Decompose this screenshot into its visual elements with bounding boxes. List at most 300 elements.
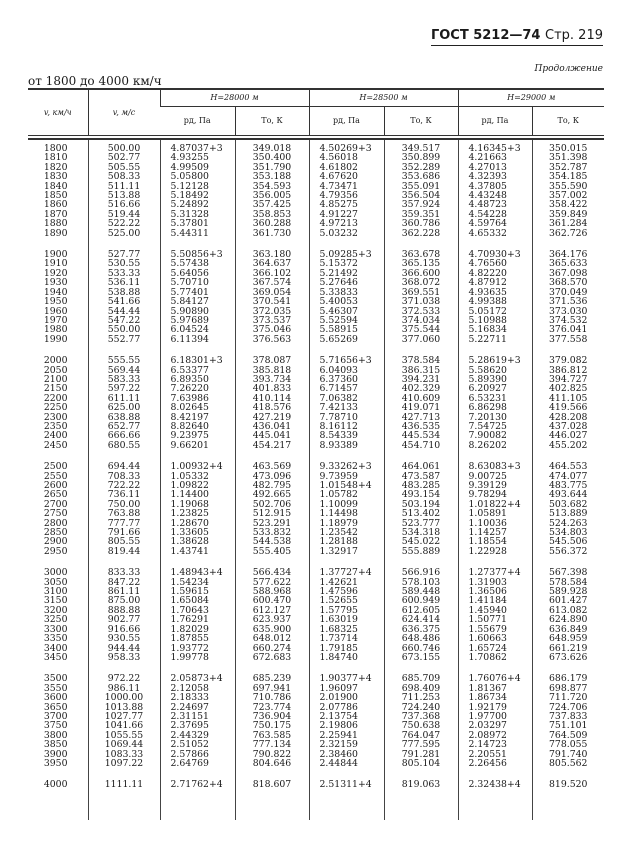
- pd-28000-cell: 2.24697: [160, 703, 235, 712]
- pd-28000-cell: 1.00932+4: [160, 462, 235, 471]
- speed-ms-cell: 569.44: [88, 366, 160, 375]
- speed-ms-cell: 583.33: [88, 375, 160, 384]
- t-28500-cell: 750.638: [384, 721, 458, 730]
- t-29000-cell: 455.202: [532, 441, 604, 450]
- speed-kmh-cell: 2450: [43, 439, 68, 451]
- t-28500-cell: 394.231: [384, 375, 458, 384]
- t-28500-cell: 436.535: [384, 422, 458, 431]
- pd-29000-cell: 4.65332: [458, 229, 532, 238]
- speed-kmh-cell: 2300: [43, 411, 68, 423]
- speed-kmh-cell: 2950: [43, 545, 68, 557]
- t-29000-cell: 359.849: [532, 210, 604, 219]
- pd-28500-cell: 4.97213: [309, 219, 384, 228]
- t-28000-cell: 463.569: [235, 462, 309, 471]
- t-28500-cell: 402.329: [384, 384, 458, 393]
- pd-28000-cell: 1.09822: [160, 481, 235, 490]
- pd-28500-cell: 5.71656+3: [309, 356, 384, 365]
- speed-ms-cell: 538.88: [88, 288, 160, 297]
- pd-28000-cell: 2.57866: [160, 750, 235, 759]
- t-28500-cell: 737.368: [384, 712, 458, 721]
- t-28500-cell: 566.916: [384, 568, 458, 577]
- pd-28000-cell: 1.76291: [160, 615, 235, 624]
- speed-kmh-cell: 2400: [43, 430, 68, 442]
- t-28000-cell: 566.434: [235, 568, 309, 577]
- t-28000-cell: 393.734: [235, 375, 309, 384]
- t-28500-cell: 555.889: [384, 547, 458, 556]
- pd-29000-cell: 2.08972: [458, 731, 532, 740]
- pd-29000-cell: 1.27377+4: [458, 568, 532, 577]
- t-29000-cell: 601.427: [532, 596, 604, 605]
- t-28500-cell: 819.063: [384, 780, 458, 789]
- t-28000-cell: 648.012: [235, 634, 309, 643]
- t-29000-cell: 386.812: [532, 366, 604, 375]
- pd-28500-cell: 1.79185: [309, 644, 384, 653]
- speed-kmh-cell: 1910: [43, 258, 68, 270]
- speed-ms-cell: 505.55: [88, 163, 160, 172]
- speed-ms-cell: 533.33: [88, 269, 160, 278]
- speed-kmh-cell: 1920: [43, 267, 68, 279]
- speed-ms-cell: 511.11: [88, 182, 160, 191]
- t-29000-cell: 524.263: [532, 519, 604, 528]
- altitude-header-28500: H=28500 м: [309, 89, 458, 107]
- speed-ms-cell: 736.11: [88, 490, 160, 499]
- t-29000-cell: 371.536: [532, 297, 604, 306]
- pd-28500-cell: 4.50269+3: [309, 139, 384, 153]
- speed-ms-cell: 638.88: [88, 413, 160, 422]
- pd-29000-cell: 4.21663: [458, 153, 532, 162]
- pd-28000-cell: 6.04524: [160, 325, 235, 334]
- pd-28000-cell: 2.64769: [160, 759, 235, 768]
- speed-ms-cell: 500.00: [88, 139, 160, 153]
- pd-29000-cell: 4.54228: [458, 210, 532, 219]
- t-28000-cell: 418.576: [235, 403, 309, 412]
- table-row: [28, 780, 604, 789]
- pd-28000-cell: 5.37801: [160, 219, 235, 228]
- speed-ms-cell: 750.00: [88, 500, 160, 509]
- speed-kmh-cell: 3550: [43, 682, 68, 694]
- pd-28000-cell: 5.90890: [160, 307, 235, 316]
- pd-29000-cell: 8.63083+3: [458, 462, 532, 471]
- t-29000-cell: 613.082: [532, 606, 604, 615]
- t-28000-cell: 544.538: [235, 537, 309, 546]
- speed-ms-cell: 847.22: [88, 578, 160, 587]
- table-tail: [28, 790, 604, 820]
- speed-ms-cell: 1000.00: [88, 693, 160, 702]
- speed-ms-cell: 1055.55: [88, 731, 160, 740]
- t-28000-cell: 357.425: [235, 200, 309, 209]
- pd-28000-cell: 5.12128: [160, 182, 235, 191]
- pd-28500-cell: 2.07786: [309, 703, 384, 712]
- pd-28500-cell: 5.33833: [309, 288, 384, 297]
- t-28500-cell: 589.448: [384, 587, 458, 596]
- col-header-pd: pд, Па: [458, 107, 532, 136]
- speed-ms-cell: 508.33: [88, 172, 160, 181]
- pd-28500-cell: 4.91227: [309, 210, 384, 219]
- t-28500-cell: 673.155: [384, 653, 458, 662]
- pd-28000-cell: 1.48943+4: [160, 568, 235, 577]
- speed-ms-cell: 888.88: [88, 606, 160, 615]
- pd-28000-cell: 1.14400: [160, 490, 235, 499]
- pd-29000-cell: 1.18554: [458, 537, 532, 546]
- pd-29000-cell: 4.48723: [458, 200, 532, 209]
- pd-28000-cell: 2.05873+4: [160, 674, 235, 683]
- t-28000-cell: 790.822: [235, 750, 309, 759]
- pd-28500-cell: 9.33262+3: [309, 462, 384, 471]
- altitude-header-28000: H=28000 м: [160, 89, 309, 107]
- t-28500-cell: 377.060: [384, 335, 458, 344]
- pd-28000-cell: 8.82640: [160, 422, 235, 431]
- pd-29000-cell: 2.26456: [458, 759, 532, 768]
- pd-28500-cell: 5.46307: [309, 307, 384, 316]
- t-29000-cell: 545.506: [532, 537, 604, 546]
- t-28500-cell: 353.686: [384, 172, 458, 181]
- t-28500-cell: 600.949: [384, 596, 458, 605]
- t-28500-cell: 578.103: [384, 578, 458, 587]
- pd-29000-cell: 1.50771: [458, 615, 532, 624]
- t-29000-cell: 394.727: [532, 375, 604, 384]
- speed-kmh-cell: 2150: [43, 383, 68, 395]
- speed-kmh-cell: 1930: [43, 277, 68, 289]
- t-28000-cell: 710.786: [235, 693, 309, 702]
- t-28500-cell: 362.228: [384, 229, 458, 238]
- speed-kmh-cell: 1850: [43, 190, 68, 202]
- speed-kmh-cell: 1880: [43, 218, 68, 230]
- pd-28500-cell: 5.21492: [309, 269, 384, 278]
- speed-kmh-cell: 2750: [43, 508, 68, 520]
- pd-29000-cell: 1.41184: [458, 596, 532, 605]
- t-29000-cell: 483.775: [532, 481, 604, 490]
- t-28000-cell: 612.127: [235, 606, 309, 615]
- t-28500-cell: 355.091: [384, 182, 458, 191]
- pd-28000-cell: 5.97689: [160, 316, 235, 325]
- pd-28500-cell: 5.03232: [309, 229, 384, 238]
- speed-ms-cell: 544.44: [88, 307, 160, 316]
- t-28000-cell: 354.593: [235, 182, 309, 191]
- t-28000-cell: 401.833: [235, 384, 309, 393]
- pd-28500-cell: 1.96097: [309, 684, 384, 693]
- pd-29000-cell: 1.92179: [458, 703, 532, 712]
- speed-kmh-cell: 1890: [43, 227, 68, 239]
- t-28000-cell: 370.541: [235, 297, 309, 306]
- pd-29000-cell: 4.70930+3: [458, 250, 532, 259]
- t-28500-cell: 513.402: [384, 509, 458, 518]
- pd-29000-cell: 5.10988: [458, 316, 532, 325]
- pd-28000-cell: 2.12058: [160, 684, 235, 693]
- t-28000-cell: 367.574: [235, 278, 309, 287]
- pd-29000-cell: 1.31903: [458, 578, 532, 587]
- t-29000-cell: 648.959: [532, 634, 604, 643]
- speed-ms-cell: 833.33: [88, 568, 160, 577]
- speed-kmh-cell: 3250: [43, 614, 68, 626]
- t-29000-cell: 589.928: [532, 587, 604, 596]
- speed-ms-cell: 1097.22: [88, 759, 160, 768]
- t-29000-cell: 364.176: [532, 250, 604, 259]
- pd-28500-cell: 8.16112: [309, 422, 384, 431]
- pd-28000-cell: 1.82029: [160, 625, 235, 634]
- pd-29000-cell: 1.55679: [458, 625, 532, 634]
- speed-kmh-cell: 1940: [43, 286, 68, 298]
- t-28500-cell: 523.777: [384, 519, 458, 528]
- speed-ms-cell: 1041.66: [88, 721, 160, 730]
- pd-29000-cell: 4.37805: [458, 182, 532, 191]
- t-28500-cell: 365.135: [384, 259, 458, 268]
- speed-kmh-cell: 1960: [43, 305, 68, 317]
- speed-kmh-cell: 2000: [43, 355, 68, 367]
- t-28000-cell: 533.832: [235, 528, 309, 537]
- pd-29000-cell: 1.05891: [458, 509, 532, 518]
- pd-28500-cell: 1.14498: [309, 509, 384, 518]
- speed-ms-cell: 555.55: [88, 356, 160, 365]
- pd-28500-cell: 6.04093: [309, 366, 384, 375]
- table-row: [28, 759, 604, 768]
- pd-28500-cell: 1.73714: [309, 634, 384, 643]
- t-28500-cell: 636.375: [384, 625, 458, 634]
- pd-29000-cell: 5.22711: [458, 335, 532, 344]
- pd-28000-cell: 6.53377: [160, 366, 235, 375]
- speed-kmh-cell: 2700: [43, 498, 68, 510]
- t-28500-cell: 349.517: [384, 139, 458, 153]
- speed-kmh-cell: 3000: [43, 567, 68, 579]
- pd-29000-cell: 1.70862: [458, 653, 532, 662]
- t-28000-cell: 363.180: [235, 250, 309, 259]
- pd-28500-cell: 1.42621: [309, 578, 384, 587]
- col-header-t: Tо, К: [384, 107, 458, 136]
- speed-ms-cell: 694.44: [88, 462, 160, 471]
- t-28000-cell: 445.041: [235, 431, 309, 440]
- pd-28000-cell: 6.11394: [160, 335, 235, 344]
- pd-29000-cell: 6.53231: [458, 394, 532, 403]
- speed-ms-cell: 680.55: [88, 441, 160, 450]
- speed-ms-cell: 552.77: [88, 335, 160, 344]
- t-28000-cell: 736.904: [235, 712, 309, 721]
- t-28500-cell: 612.605: [384, 606, 458, 615]
- pd-29000-cell: 4.82220: [458, 269, 532, 278]
- page-number: Стр. 219: [545, 28, 603, 43]
- pd-28500-cell: 9.73959: [309, 472, 384, 481]
- t-28000-cell: 818.607: [235, 780, 309, 789]
- t-28500-cell: 698.409: [384, 684, 458, 693]
- speed-ms-cell: 958.33: [88, 653, 160, 662]
- pd-28000-cell: 7.26220: [160, 384, 235, 393]
- t-28000-cell: 763.585: [235, 731, 309, 740]
- pd-28000-cell: 1.65084: [160, 596, 235, 605]
- t-28000-cell: 373.537: [235, 316, 309, 325]
- table-row: [28, 335, 604, 344]
- pd-28500-cell: 6.71457: [309, 384, 384, 393]
- speed-kmh-cell: 2200: [43, 392, 68, 404]
- pd-28000-cell: 1.93772: [160, 644, 235, 653]
- t-28000-cell: 427.219: [235, 413, 309, 422]
- pd-28000-cell: 7.63986: [160, 394, 235, 403]
- pd-28000-cell: 1.99778: [160, 653, 235, 662]
- t-28500-cell: 724.240: [384, 703, 458, 712]
- t-28000-cell: 358.853: [235, 210, 309, 219]
- pd-28000-cell: 2.51052: [160, 740, 235, 749]
- pd-28500-cell: 1.10099: [309, 500, 384, 509]
- pd-28000-cell: 1.23825: [160, 509, 235, 518]
- speed-ms-cell: 652.77: [88, 422, 160, 431]
- t-28500-cell: 410.609: [384, 394, 458, 403]
- t-28000-cell: 436.041: [235, 422, 309, 431]
- t-28500-cell: 419.071: [384, 403, 458, 412]
- t-28500-cell: 375.544: [384, 325, 458, 334]
- t-29000-cell: 379.082: [532, 356, 604, 365]
- speed-kmh-cell: 2850: [43, 527, 68, 539]
- pd-29000-cell: 9.78294: [458, 490, 532, 499]
- pd-28000-cell: 5.24892: [160, 200, 235, 209]
- pd-28500-cell: 5.27646: [309, 278, 384, 287]
- t-29000-cell: 764.509: [532, 731, 604, 740]
- speed-kmh-cell: 2050: [43, 364, 68, 376]
- speed-ms-cell: 791.66: [88, 528, 160, 537]
- pd-29000-cell: 4.87912: [458, 278, 532, 287]
- speed-ms-cell: 666.66: [88, 431, 160, 440]
- speed-kmh-cell: 2800: [43, 517, 68, 529]
- speed-kmh-cell: 3450: [43, 651, 68, 663]
- t-28000-cell: 351.790: [235, 163, 309, 172]
- pd-29000-cell: 1.86734: [458, 693, 532, 702]
- pd-28500-cell: 5.09285+3: [309, 250, 384, 259]
- t-29000-cell: 355.590: [532, 182, 604, 191]
- speed-kmh-cell: 3800: [43, 729, 68, 741]
- t-28000-cell: 635.900: [235, 625, 309, 634]
- t-29000-cell: 567.398: [532, 568, 604, 577]
- table-range-caption: от 1800 до 4000 км/ч: [28, 74, 162, 88]
- speed-kmh-cell: 3500: [43, 673, 68, 685]
- pd-28000-cell: 6.89350: [160, 375, 235, 384]
- pd-29000-cell: 5.05172: [458, 307, 532, 316]
- pd-29000-cell: 9.39129: [458, 481, 532, 490]
- pd-28000-cell: 5.77401: [160, 288, 235, 297]
- pd-29000-cell: 5.16834: [458, 325, 532, 334]
- t-29000-cell: 686.179: [532, 674, 604, 683]
- speed-kmh-cell: 3750: [43, 720, 68, 732]
- pd-28000-cell: 1.05332: [160, 472, 235, 481]
- speed-kmh-cell: 3600: [43, 692, 68, 704]
- pd-28500-cell: 4.56018: [309, 153, 384, 162]
- speed-kmh-cell: 1870: [43, 208, 68, 220]
- pd-28500-cell: 8.93389: [309, 441, 384, 450]
- col-header-t: Tо, К: [532, 107, 604, 136]
- t-28000-cell: 372.035: [235, 307, 309, 316]
- pd-28000-cell: 8.02645: [160, 403, 235, 412]
- speed-ms-cell: 1069.44: [88, 740, 160, 749]
- col-header-t: Tо, К: [235, 107, 309, 136]
- t-28000-cell: 623.937: [235, 615, 309, 624]
- page-header: [431, 28, 603, 46]
- pd-28000-cell: 2.18333: [160, 693, 235, 702]
- speed-ms-cell: 536.11: [88, 278, 160, 287]
- pd-29000-cell: 6.86298: [458, 403, 532, 412]
- pd-28000-cell: 9.66201: [160, 441, 235, 450]
- pd-29000-cell: 1.45940: [458, 606, 532, 615]
- pd-28000-cell: 2.37695: [160, 721, 235, 730]
- t-28500-cell: 473.587: [384, 472, 458, 481]
- speed-kmh-cell: 3950: [43, 757, 68, 769]
- pd-28500-cell: 1.52655: [309, 596, 384, 605]
- pd-29000-cell: 2.32438+4: [458, 780, 532, 789]
- pd-28500-cell: 1.28188: [309, 537, 384, 546]
- t-28000-cell: 353.188: [235, 172, 309, 181]
- t-28500-cell: 352.289: [384, 163, 458, 172]
- pd-29000-cell: 5.89390: [458, 375, 532, 384]
- pd-29000-cell: 1.81367: [458, 684, 532, 693]
- pd-29000-cell: 4.93635: [458, 288, 532, 297]
- speed-kmh-cell: 3100: [43, 586, 68, 598]
- pd-28500-cell: 2.38460: [309, 750, 384, 759]
- t-28000-cell: 349.018: [235, 139, 309, 153]
- speed-ms-cell: 805.55: [88, 537, 160, 546]
- speed-kmh-cell: 1970: [43, 314, 68, 326]
- t-28000-cell: 600.470: [235, 596, 309, 605]
- speed-kmh-cell: 3850: [43, 739, 68, 751]
- t-28000-cell: 473.096: [235, 472, 309, 481]
- t-29000-cell: 819.520: [532, 780, 604, 789]
- pd-28500-cell: 1.01548+4: [309, 481, 384, 490]
- t-29000-cell: 805.562: [532, 759, 604, 768]
- pd-28500-cell: 8.54339: [309, 431, 384, 440]
- pd-28000-cell: 5.84127: [160, 297, 235, 306]
- t-28500-cell: 359.351: [384, 210, 458, 219]
- t-28000-cell: 369.054: [235, 288, 309, 297]
- speed-ms-cell: 777.77: [88, 519, 160, 528]
- speed-kmh-cell: 2900: [43, 536, 68, 548]
- t-28000-cell: 672.683: [235, 653, 309, 662]
- t-29000-cell: 362.726: [532, 229, 604, 238]
- t-28500-cell: 427.713: [384, 413, 458, 422]
- speed-ms-cell: 541.66: [88, 297, 160, 306]
- speed-ms-cell: 944.44: [88, 644, 160, 653]
- t-29000-cell: 791.740: [532, 750, 604, 759]
- pd-28500-cell: 1.37727+4: [309, 568, 384, 577]
- pd-28500-cell: 1.32917: [309, 547, 384, 556]
- pd-28500-cell: 7.42133: [309, 403, 384, 412]
- t-28000-cell: 492.665: [235, 490, 309, 499]
- pd-29000-cell: 9.00725: [458, 472, 532, 481]
- pd-28000-cell: 1.33605: [160, 528, 235, 537]
- t-28000-cell: 385.818: [235, 366, 309, 375]
- t-29000-cell: 493.644: [532, 490, 604, 499]
- speed-ms-cell: 1027.77: [88, 712, 160, 721]
- speed-ms-cell: 1111.11: [88, 780, 160, 789]
- col-header-pd: pд, Па: [160, 107, 235, 136]
- pd-29000-cell: 2.03297: [458, 721, 532, 730]
- t-28500-cell: 350.899: [384, 153, 458, 162]
- t-29000-cell: 361.284: [532, 219, 604, 228]
- speed-kmh-cell: 4000: [43, 779, 68, 791]
- t-28000-cell: 454.217: [235, 441, 309, 450]
- pd-28000-cell: 4.99509: [160, 163, 235, 172]
- t-28000-cell: 378.087: [235, 356, 309, 365]
- speed-ms-cell: 530.55: [88, 259, 160, 268]
- speed-kmh-cell: 3900: [43, 748, 68, 760]
- t-29000-cell: 376.041: [532, 325, 604, 334]
- pd-28500-cell: 1.18979: [309, 519, 384, 528]
- pd-28500-cell: 5.65269: [309, 335, 384, 344]
- t-28000-cell: 361.730: [235, 229, 309, 238]
- pd-29000-cell: 4.99388: [458, 297, 532, 306]
- t-28000-cell: 685.239: [235, 674, 309, 683]
- t-29000-cell: 711.720: [532, 693, 604, 702]
- pd-28500-cell: 1.47596: [309, 587, 384, 596]
- speed-kmh-cell: 1950: [43, 296, 68, 308]
- t-28500-cell: 371.038: [384, 297, 458, 306]
- pd-28000-cell: 2.31151: [160, 712, 235, 721]
- col-header-v-kmh: v, км/ч: [28, 89, 88, 136]
- t-28000-cell: 750.175: [235, 721, 309, 730]
- speed-ms-cell: 502.77: [88, 153, 160, 162]
- speed-kmh-cell: 1820: [43, 161, 68, 173]
